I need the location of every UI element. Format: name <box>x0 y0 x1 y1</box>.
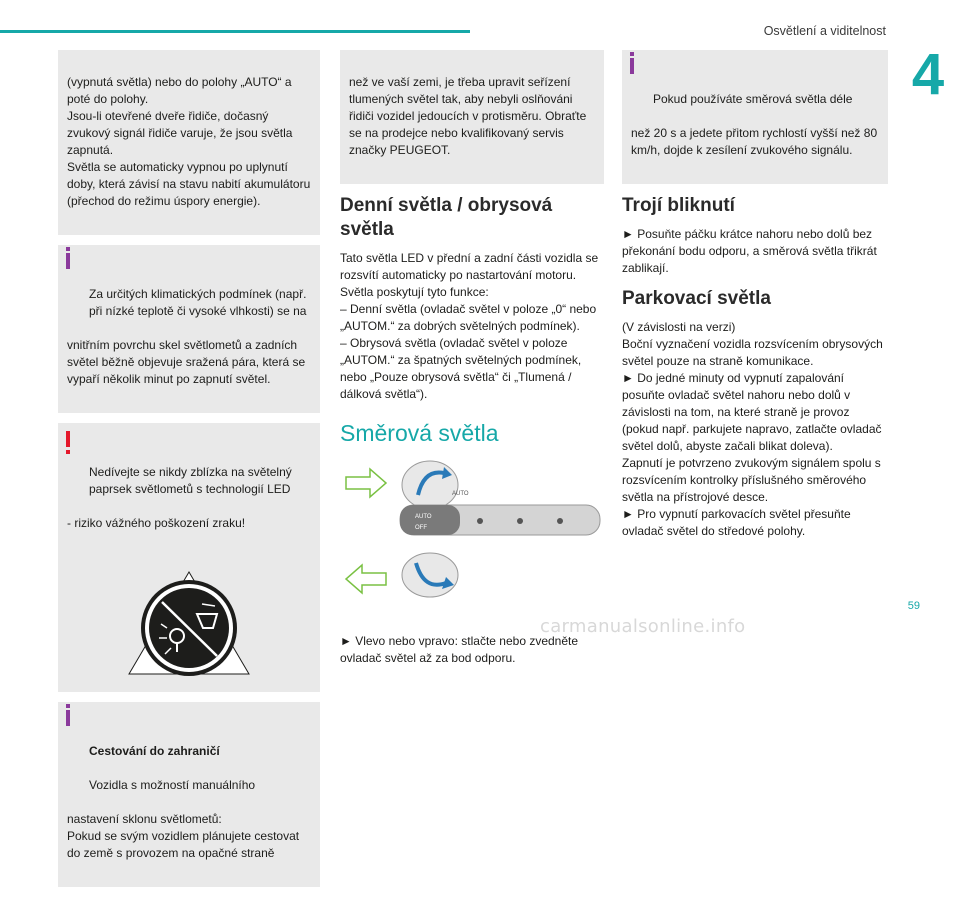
info-icon <box>66 710 70 726</box>
no-look-led-illustration <box>67 549 311 667</box>
info-icon <box>66 253 70 269</box>
led-warning-rest: - riziko vážného poškození zraku! <box>67 516 246 530</box>
header-accent-bar <box>0 30 470 33</box>
info-icon <box>630 58 634 74</box>
triple-flash-text: ► Posuňte páčku krátce nahoru nebo dolů bez překonání bodu odporu, a směrová světla třikrát zablikají. <box>622 227 877 275</box>
daytime-lights-text: Tato světla LED v přední a zadní části vozidla se rozsvítí automaticky po nastartování motoru. Světla poskytují tyto funkce: – Denní světla (ovladač světel v poloze „0“ nebo „AUTOM.“ za dobrých světelných podmínek). – Obrysová světla (ovladač světel v poloze „AUTOM.“ za špatných světelných podmínek, nebo „Pouze obrysová světla“ či „Tlumená / dálková světla“). <box>340 251 599 401</box>
light-stalk-illustration <box>340 455 604 625</box>
heading-daytime-lights: Denní světla / obrysová světla <box>340 195 553 240</box>
stalk-label-2: AUTO <box>452 491 469 497</box>
travel-text-rest: nastavení sklonu světlometů: Pokud se svým vozidlem plánujete cestovat do země s provozem na opačné straně <box>67 812 300 860</box>
turn-duration-rest: než 20 s a jedete přitom rychlostí vyšší než 80 km/h, dojde k zesílení zvukového signálu. <box>631 126 878 157</box>
condensation-text-rest: vnitřním povrchu skel světlometů a zadních světel běžně objevuje sražená pára, která se vypaří několik minut po zapnutí světel. <box>67 338 306 386</box>
info-box-turn-duration <box>622 50 888 184</box>
heading-turn-signals: Směrová světla <box>340 420 499 446</box>
heading-triple-flash: Trojí bliknutí <box>622 195 735 216</box>
turn-signal-text: ► Vlevo nebo vpravo: stlačte nebo zvedněte ovladač světel až za bod odporu. <box>340 634 579 665</box>
travel-box-continued <box>340 50 604 184</box>
page-number: 59 <box>907 600 920 612</box>
column-middle <box>340 50 604 667</box>
column-right <box>622 50 888 540</box>
turn-duration-first: Pokud používáte směrová světla déle <box>653 92 853 106</box>
travel-title: Cestování do zahraničí <box>89 744 220 758</box>
warning-icon <box>66 431 70 447</box>
travel-text-first: Vozidla s možností manuálního <box>89 778 256 792</box>
chapter-number: 4 <box>896 38 960 110</box>
led-warning-first: Nedívejte se nikdy zblízka na světelný paprsek světlometů s technologií LED <box>89 465 292 496</box>
svg-text:OFF: OFF <box>415 525 427 531</box>
note-lights-text: (vypnutá světla) nebo do polohy „AUTO“ a poté do polohy. Jsou-li otevřené dveře řidiče, dočasný zvukový signál řidiče varuje, že jsou světla zapnutá. Světla se automaticky vypnou po uplynutí doby, která závisí na stavu nabití akumulátoru (přechod do režimu úspory energie). <box>67 75 311 208</box>
column-left <box>58 50 320 897</box>
watermark: carmanualsonline.info <box>540 616 746 637</box>
info-box-condensation <box>58 245 320 413</box>
stalk-label-1: AUTO <box>415 514 432 520</box>
warning-box-led <box>58 423 320 692</box>
parking-lights-text: (V závislosti na verzi) Boční vyznačení vozidla rozsvícením obrysových světel pouze na straně komunikace. ► Do jedné minuty od vypnutí zapalování posuňte ovladač světel nahoru nebo dolů v závislosti na tom, na které straně je provoz (pokud např. parkujete napravo, zatlačte ovladač světel dolů, abyste začali blikat doleva). Zapnutí je potvrzeno zvukovým signálem spolu s rozsvícením kontrolky příslušného směrového světla na přístrojové desce. ► Pro vypnutí parkovacích světel přesuňte ovladač světel do středové polohy. <box>622 320 883 538</box>
note-box-lights <box>58 50 320 235</box>
travel-continued-text: než ve vaší zemi, je třeba upravit seřízení tlumených světel tak, aby nebyli oslňováni řidiči vozidel jedoucích v protisměru. Obraťte se na prodejce nebo kvalifikovaný servis značky PEUGEOT. <box>349 75 587 157</box>
condensation-text-first: Za určitých klimatických podmínek (např. při nízké teplotě či vysoké vlhkosti) se na <box>89 287 307 318</box>
info-box-travel <box>58 702 320 887</box>
page-header-title: Osvětlení a viditelnost <box>763 24 886 38</box>
heading-parking-lights: Parkovací světla <box>622 288 771 309</box>
